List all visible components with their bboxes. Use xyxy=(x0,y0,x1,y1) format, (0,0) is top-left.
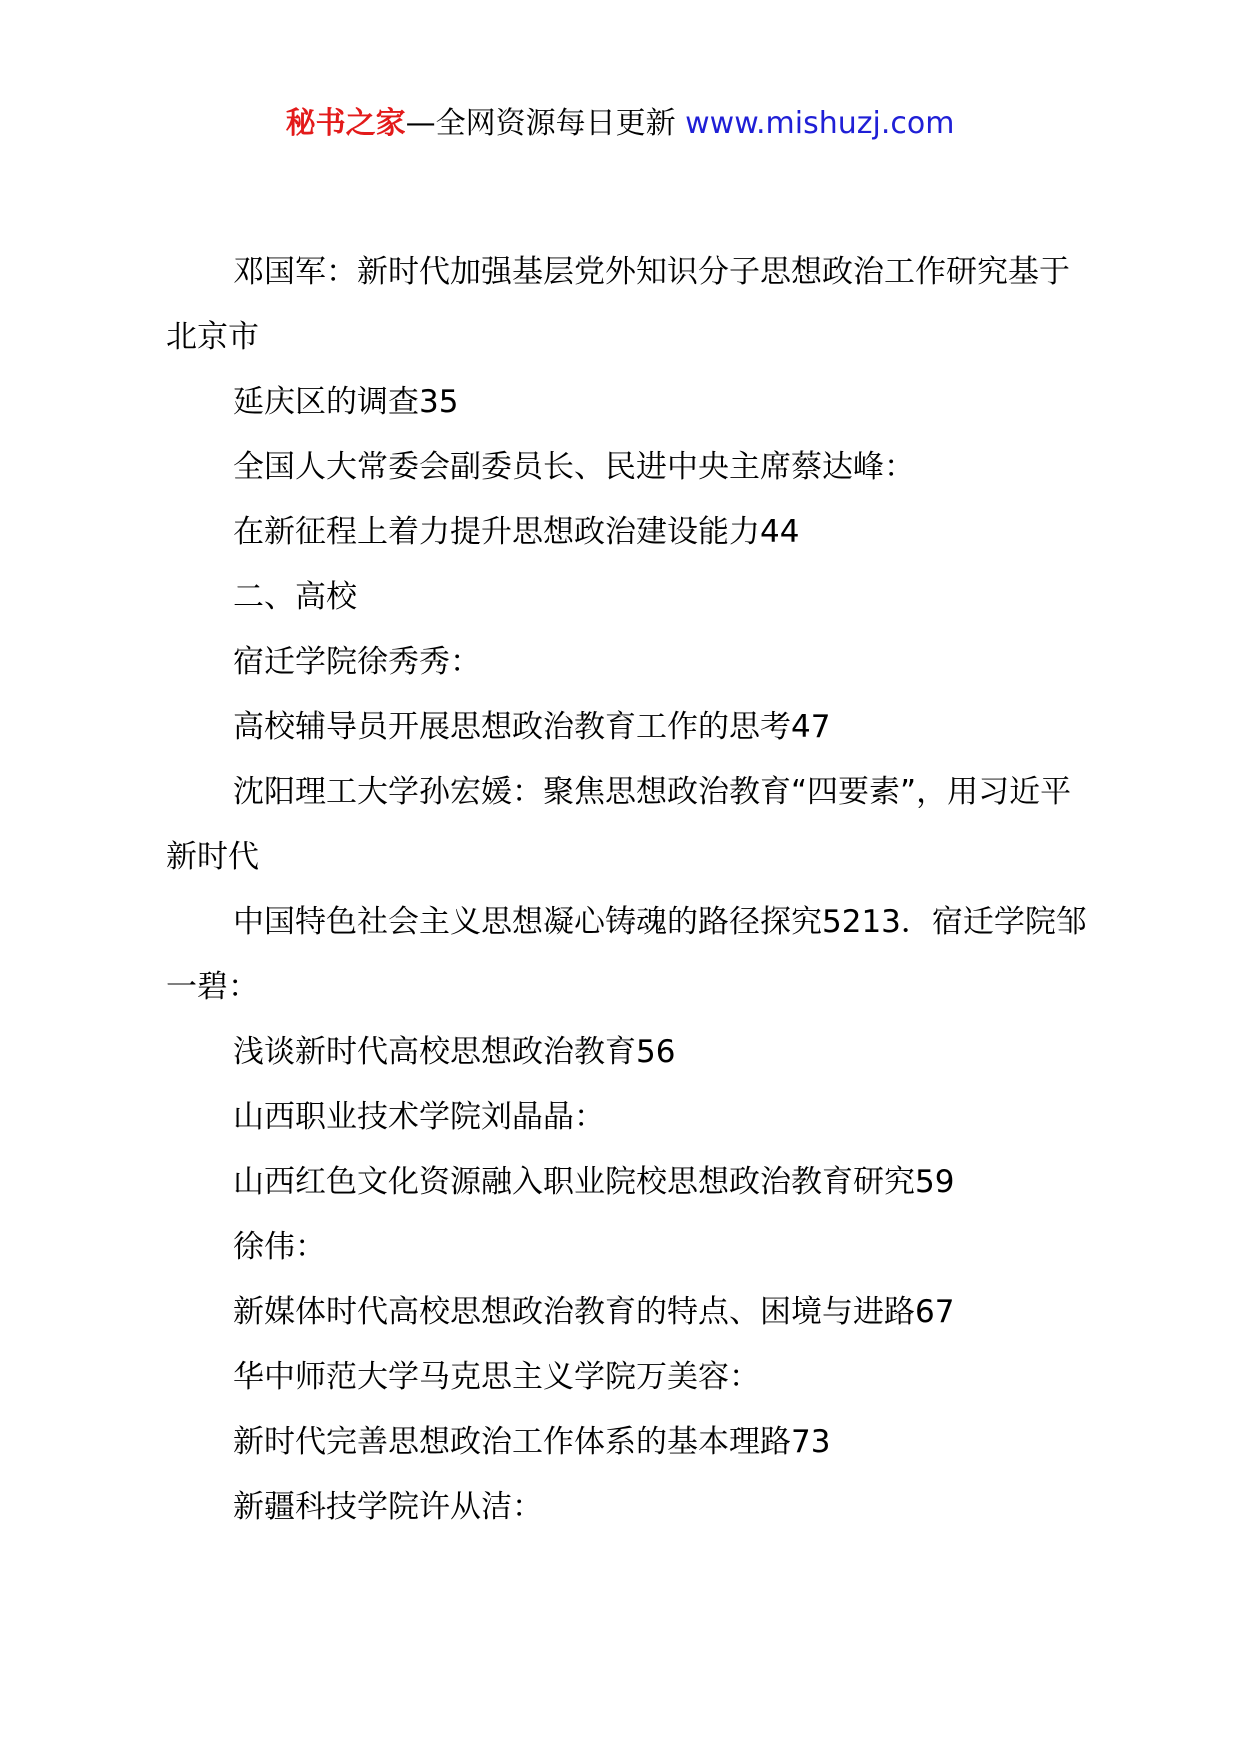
paragraph: 新媒体时代高校思想政治教育的特点、困境与进路67 xyxy=(233,1294,955,1330)
paragraph: 华中师范大学马克思主义学院万美容： xyxy=(233,1359,760,1395)
paragraph: 山西职业技术学院刘晶晶： xyxy=(233,1099,605,1135)
paragraph: 在新征程上着力提升思想政治建设能力44 xyxy=(233,514,800,550)
header-tagline: —全网资源每日更新 xyxy=(405,106,676,141)
paragraph: 全国人大常委会副委员长、民进中央主席蔡达峰： xyxy=(233,449,915,485)
website-link[interactable]: www.mishuzj.com xyxy=(685,106,955,141)
brand-name: 秘书之家 xyxy=(285,106,406,141)
paragraph: 新疆科技学院许从洁： xyxy=(233,1489,543,1525)
page-header xyxy=(0,104,1240,144)
document-body xyxy=(166,240,1096,1540)
paragraph: 沈阳理工大学孙宏媛：聚焦思想政治教育“四要素”，用习近平新时代 xyxy=(166,774,1072,875)
paragraph: 浅谈新时代高校思想政治教育56 xyxy=(233,1034,676,1070)
paragraph: 山西红色文化资源融入职业院校思想政治教育研究59 xyxy=(233,1164,955,1200)
paragraph: 邓国军：新时代加强基层党外知识分子思想政治工作研究基于北京市 xyxy=(166,254,1070,355)
paragraph: 徐伟： xyxy=(233,1229,326,1265)
section-heading: 二、高校 xyxy=(233,579,357,615)
paragraph: 新时代完善思想政治工作体系的基本理路73 xyxy=(233,1424,831,1460)
paragraph: 高校辅导员开展思想政治教育工作的思考47 xyxy=(233,709,831,745)
paragraph: 宿迁学院徐秀秀： xyxy=(233,644,481,680)
paragraph: 中国特色社会主义思想凝心铸魂的路径探究5213．宿迁学院邹一碧： xyxy=(166,904,1087,1005)
paragraph: 延庆区的调查35 xyxy=(233,384,459,420)
